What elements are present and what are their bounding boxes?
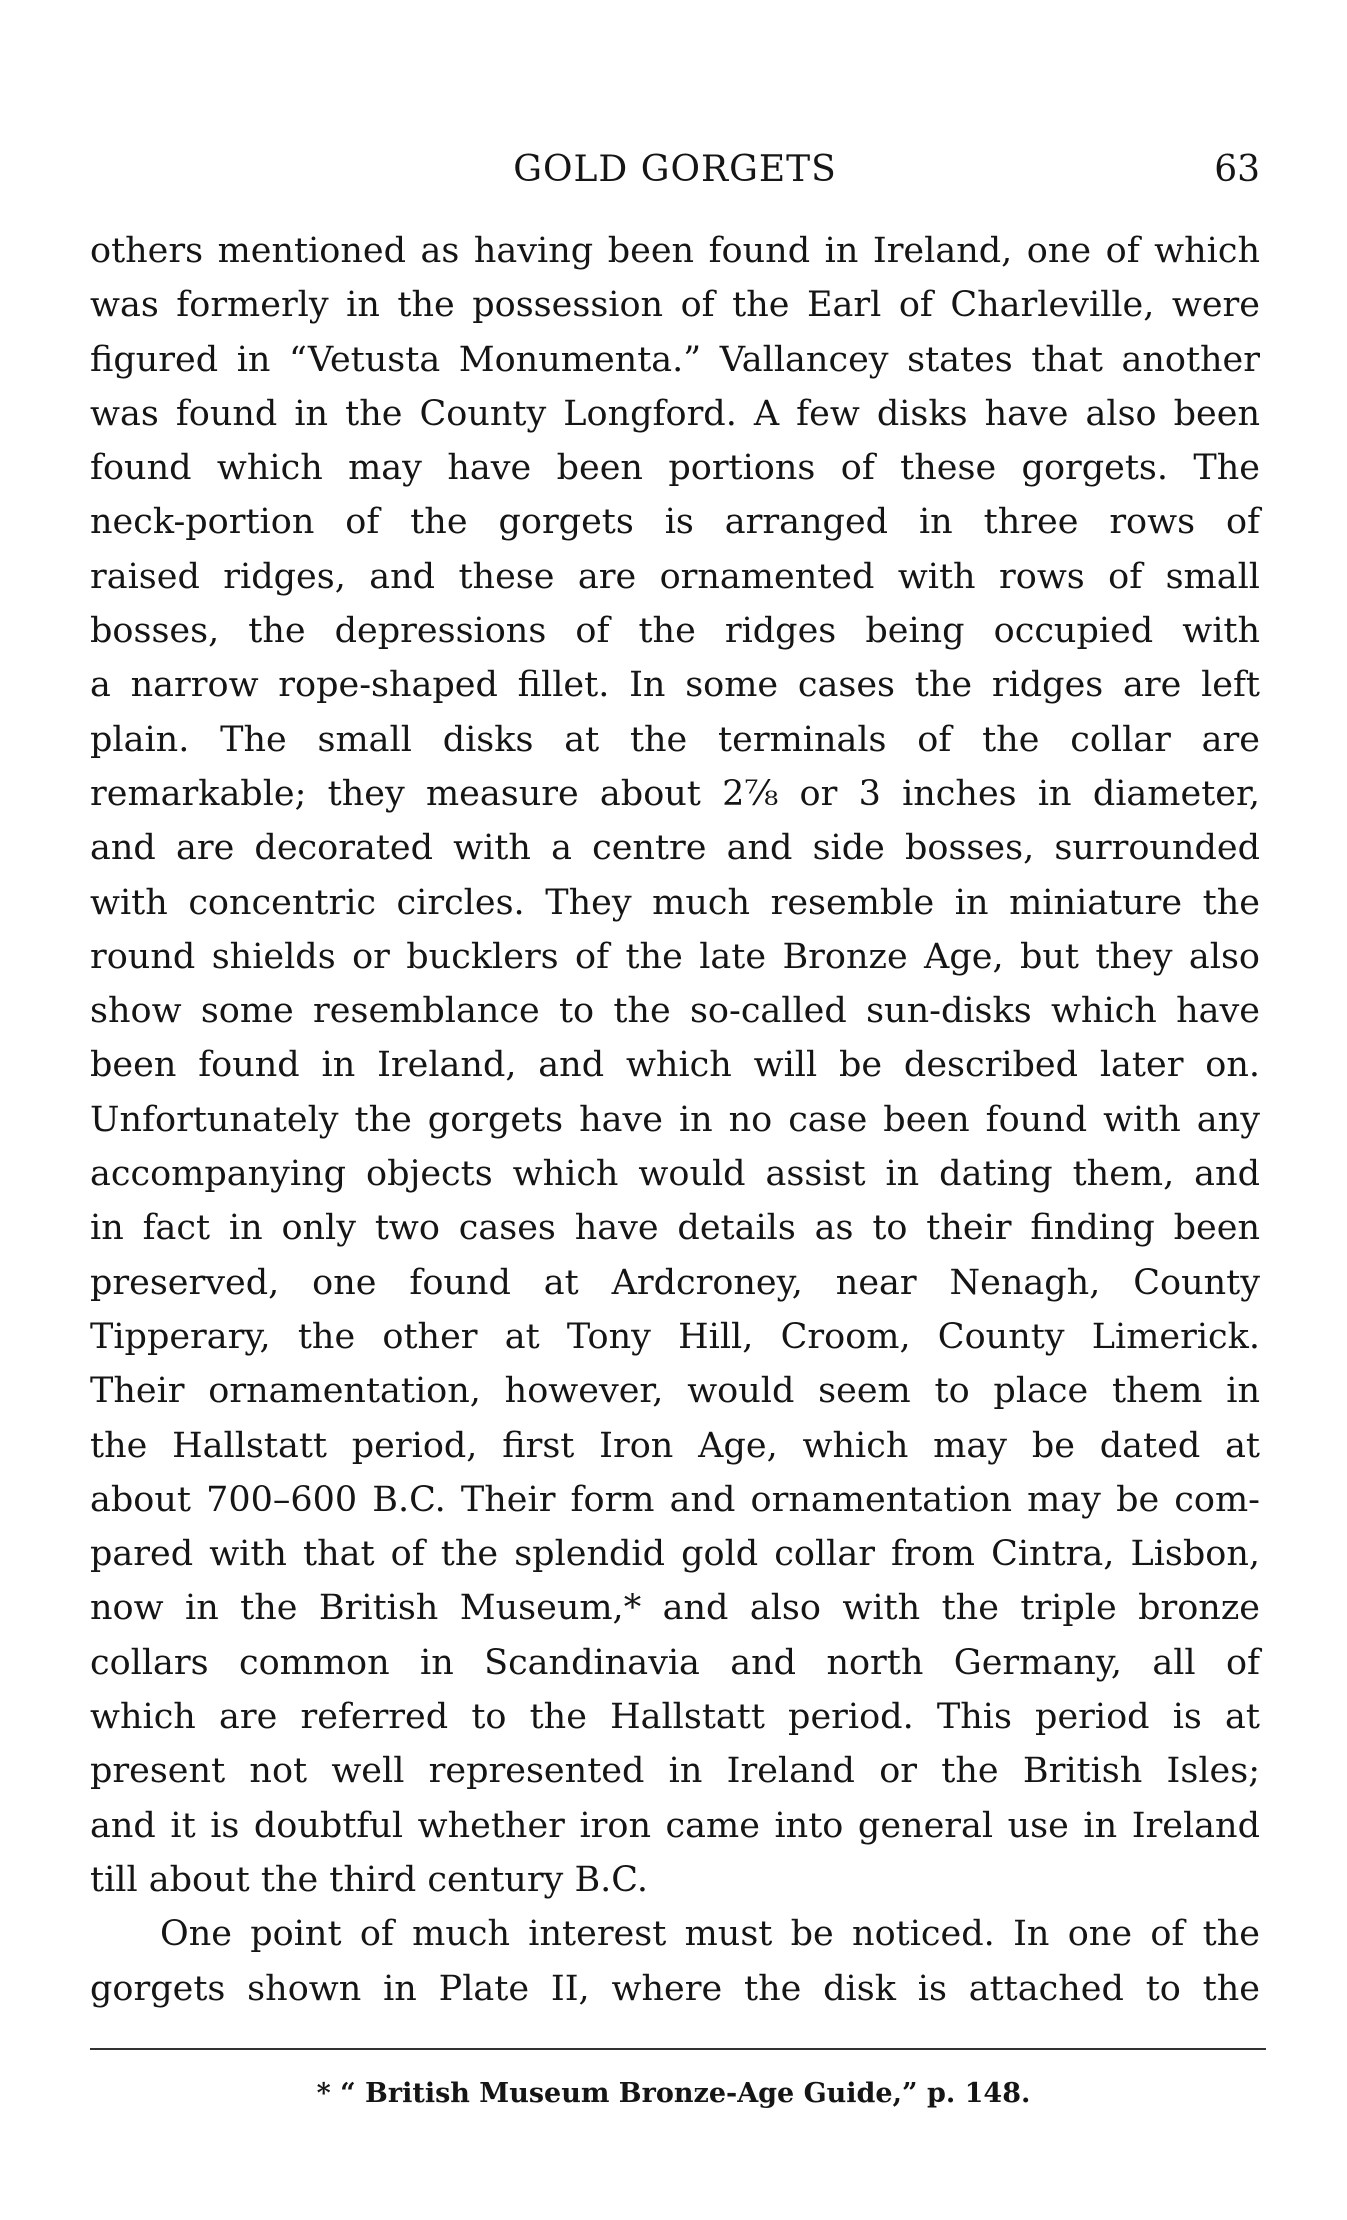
text-line: remarkable; they measure about 2⅞ or 3 inches in diameter, bbox=[90, 773, 1260, 814]
footnote: * “ British Museum Bronze-Age Guide,” p. 148. bbox=[316, 2078, 1031, 2109]
page-number: 63 bbox=[1214, 149, 1260, 190]
text-line: found which may have been portions of these gorgets. The bbox=[90, 448, 1260, 489]
text-line: present not well represented in Ireland or the British Isles; bbox=[90, 1751, 1260, 1792]
text-line: preserved, one found at Ardcroney, near Nenagh, County bbox=[90, 1262, 1260, 1303]
page-header bbox=[90, 146, 1260, 194]
text-line: a narrow rope-shaped fillet. In some cases the ridges are left bbox=[90, 665, 1260, 706]
text-line: in fact in only two cases have details as to their finding been bbox=[90, 1208, 1260, 1249]
text-line: which are referred to the Hallstatt period. This period is at bbox=[90, 1697, 1260, 1738]
text-line: bosses, the depressions of the ridges being occupied with bbox=[90, 611, 1260, 652]
text-line: Unfortunately the gorgets have in no case been found with any bbox=[90, 1099, 1260, 1140]
text-line: collars common in Scandinavia and north Germany, all of bbox=[90, 1642, 1260, 1683]
text-line: show some resemblance to the so-called sun-disks which have bbox=[90, 991, 1260, 1032]
text-line: was found in the County Longford. A few disks have also been bbox=[90, 393, 1260, 434]
text-line: neck-portion of the gorgets is arranged in three rows of bbox=[90, 502, 1260, 543]
body-text bbox=[90, 224, 1260, 2016]
text-line: round shields or bucklers of the late Bronze Age, but they also bbox=[90, 936, 1260, 977]
text-line: Their ornamentation, however, would seem to place them in bbox=[90, 1371, 1260, 1412]
text-line: been found in Ireland, and which will be described later on. bbox=[90, 1045, 1260, 1086]
text-line: Tipperary, the other at Tony Hill, Croom, County Limerick. bbox=[90, 1316, 1260, 1357]
text-line: now in the British Museum,* and also with the triple bronze bbox=[90, 1588, 1260, 1629]
text-line: and it is doubtful whether iron came into general use in Ireland bbox=[90, 1805, 1260, 1846]
text-line: plain. The small disks at the terminals of the collar are bbox=[90, 719, 1260, 760]
paragraph-end-line: till about the third century B.C. bbox=[90, 1859, 648, 1900]
text-line: others mentioned as having been found in Ireland, one of which bbox=[90, 231, 1260, 271]
text-line: and are decorated with a centre and side bosses, surrounded bbox=[90, 828, 1260, 869]
footnote-rule bbox=[90, 2048, 1266, 2050]
text-line: pared with that of the splendid gold collar from Cintra, Lisbon, bbox=[90, 1534, 1260, 1575]
text-line: the Hallstatt period, first Iron Age, which may be dated at bbox=[90, 1425, 1260, 1466]
text-line: accompanying objects which would assist in dating them, and bbox=[90, 1154, 1260, 1195]
text-line: was formerly in the possession of the Earl of Charleville, were bbox=[90, 285, 1260, 326]
paragraph-start-line: One point of much interest must be noticed. In one of the bbox=[160, 1914, 1260, 1955]
text-line: figured in “Vetusta Monumenta.” Vallancey states that another bbox=[90, 339, 1260, 380]
text-line: with concentric circles. They much resemble in miniature the bbox=[90, 882, 1260, 923]
text-line: about 700–600 B.C. Their form and ornamentation may be com- bbox=[90, 1479, 1260, 1520]
text-line: raised ridges, and these are ornamented with rows of small bbox=[90, 556, 1260, 597]
running-title: GOLD GORGETS bbox=[513, 149, 837, 190]
text-line: gorgets shown in Plate II, where the disk is attached to the bbox=[90, 1968, 1260, 2009]
